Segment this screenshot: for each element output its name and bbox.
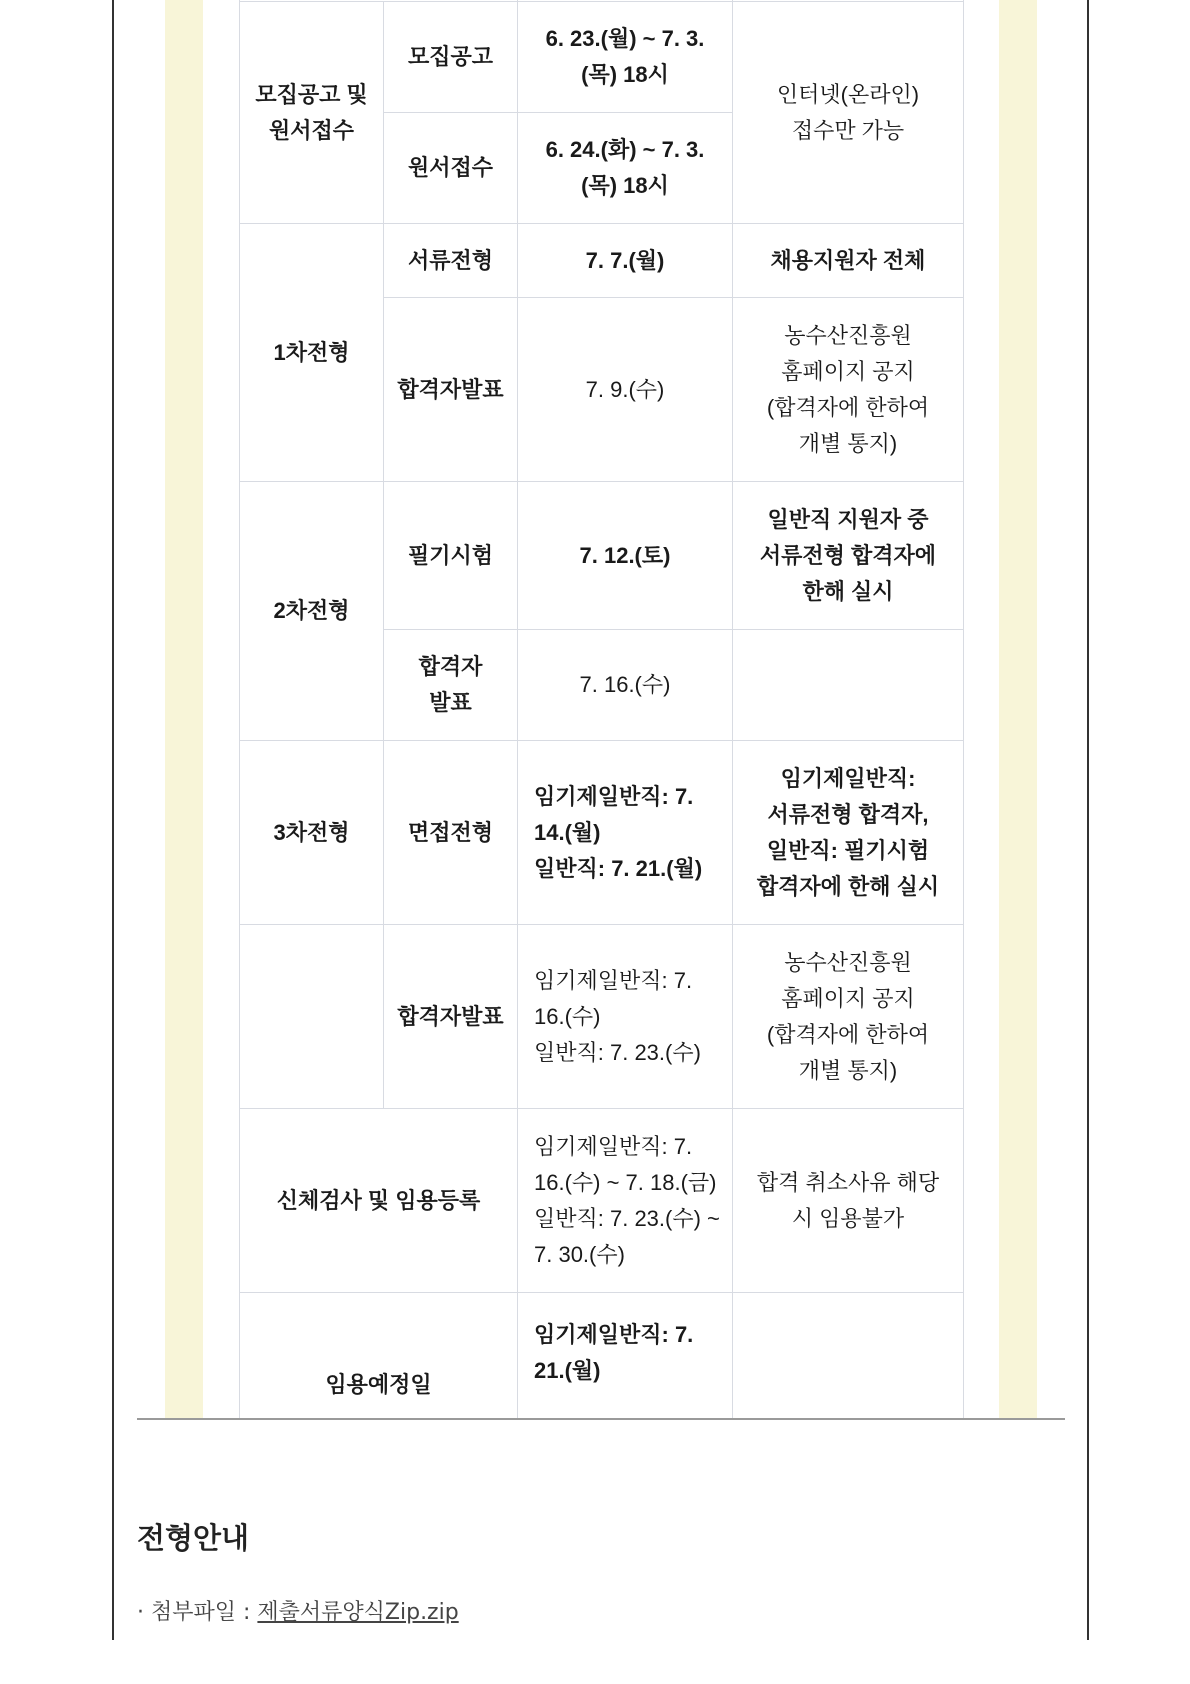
date-cell xyxy=(518,1293,733,1419)
decorative-band-left xyxy=(165,0,203,1418)
note-cell: 인터넷(온라인) 접수만 가능 xyxy=(733,2,964,224)
step-label: 합격자발표 xyxy=(384,925,518,1109)
decorative-band-right xyxy=(999,0,1037,1418)
step-label: 합격자발표 xyxy=(384,298,518,482)
date-line: 임기제일반직: 7. 16.(수) xyxy=(534,967,693,1029)
date-line: 일반직: 7. 21.(월) xyxy=(534,855,703,881)
date-cell xyxy=(518,1109,733,1293)
step-label: 서류전형 xyxy=(384,224,518,298)
table-row xyxy=(240,741,964,925)
step-label: 모집공고 xyxy=(384,2,518,113)
date-cell: 7. 16.(수) xyxy=(518,630,733,741)
table-row xyxy=(240,224,964,298)
date-cell: 7. 9.(수) xyxy=(518,298,733,482)
date-line: 일반직: 7. 23.(수) ~ 7. 30.(수) xyxy=(534,1205,720,1267)
stage-cell: 신체검사 및 임용등록 xyxy=(240,1109,518,1293)
note-cell: 일반직 지원자 중 서류전형 합격자에 한해 실시 xyxy=(733,482,964,630)
attachment-file-link[interactable]: 제출서류양식Zip.zip xyxy=(257,1600,459,1625)
section-divider xyxy=(137,1418,1065,1420)
date-cell: 7. 12.(토) xyxy=(518,482,733,630)
date-cell: 6. 23.(월) ~ 7. 3.(목) 18시 xyxy=(518,2,733,113)
stage-cell: 3차전형 xyxy=(240,741,384,925)
stage-cell: 1차전형 xyxy=(240,224,384,482)
step-label: 합격자 발표 xyxy=(384,630,518,741)
page-border-right xyxy=(1087,0,1089,1640)
table-row xyxy=(240,1109,964,1293)
note-cell: 농수산진흥원 홈페이지 공지 (합격자에 한하여 개별 통지) xyxy=(733,298,964,482)
schedule-scroll-region[interactable] xyxy=(137,0,1065,1418)
note-cell xyxy=(733,630,964,741)
note-cell: 합격 취소사유 해당 시 임용불가 xyxy=(733,1109,964,1293)
date-cell: 7. 7.(월) xyxy=(518,224,733,298)
section-title: 전형안내 xyxy=(137,1521,250,1555)
table-row xyxy=(240,1293,964,1419)
date-line: 임기제일반직: 7. 16.(수) ~ 7. 18.(금) xyxy=(534,1133,717,1195)
page-border-left xyxy=(112,0,114,1640)
note-cell: 임기제일반직: 서류전형 합격자, 일반직: 필기시험 합격자에 한해 실시 xyxy=(733,741,964,925)
date-cell: 6. 24.(화) ~ 7. 3.(목) 18시 xyxy=(518,113,733,224)
attachment-line xyxy=(137,1595,459,1626)
date-cell xyxy=(518,925,733,1109)
table-row xyxy=(240,925,964,1109)
step-label: 필기시험 xyxy=(384,482,518,630)
stage-cell: 임용예정일 xyxy=(240,1293,518,1419)
schedule-table xyxy=(239,0,964,1418)
stage-cell: 2차전형 xyxy=(240,482,384,741)
attachment-label: · 첨부파일 : xyxy=(137,1600,251,1625)
table-row xyxy=(240,482,964,630)
note-cell: 채용지원자 전체 xyxy=(733,224,964,298)
date-line: 임기제일반직: 7. 14.(월) xyxy=(534,783,694,845)
note-cell xyxy=(733,1293,964,1419)
date-line: 일반직: 7. 23.(수) xyxy=(534,1039,701,1065)
stage-cell xyxy=(240,925,384,1109)
step-label: 면접전형 xyxy=(384,741,518,925)
step-label: 원서접수 xyxy=(384,113,518,224)
date-line: 임기제일반직: 7. 21.(월) xyxy=(534,1322,694,1383)
stage-cell: 모집공고 및 원서접수 xyxy=(240,2,384,224)
date-cell xyxy=(518,741,733,925)
table-row xyxy=(240,2,964,113)
note-cell: 농수산진흥원 홈페이지 공지 (합격자에 한하여 개별 통지) xyxy=(733,925,964,1109)
